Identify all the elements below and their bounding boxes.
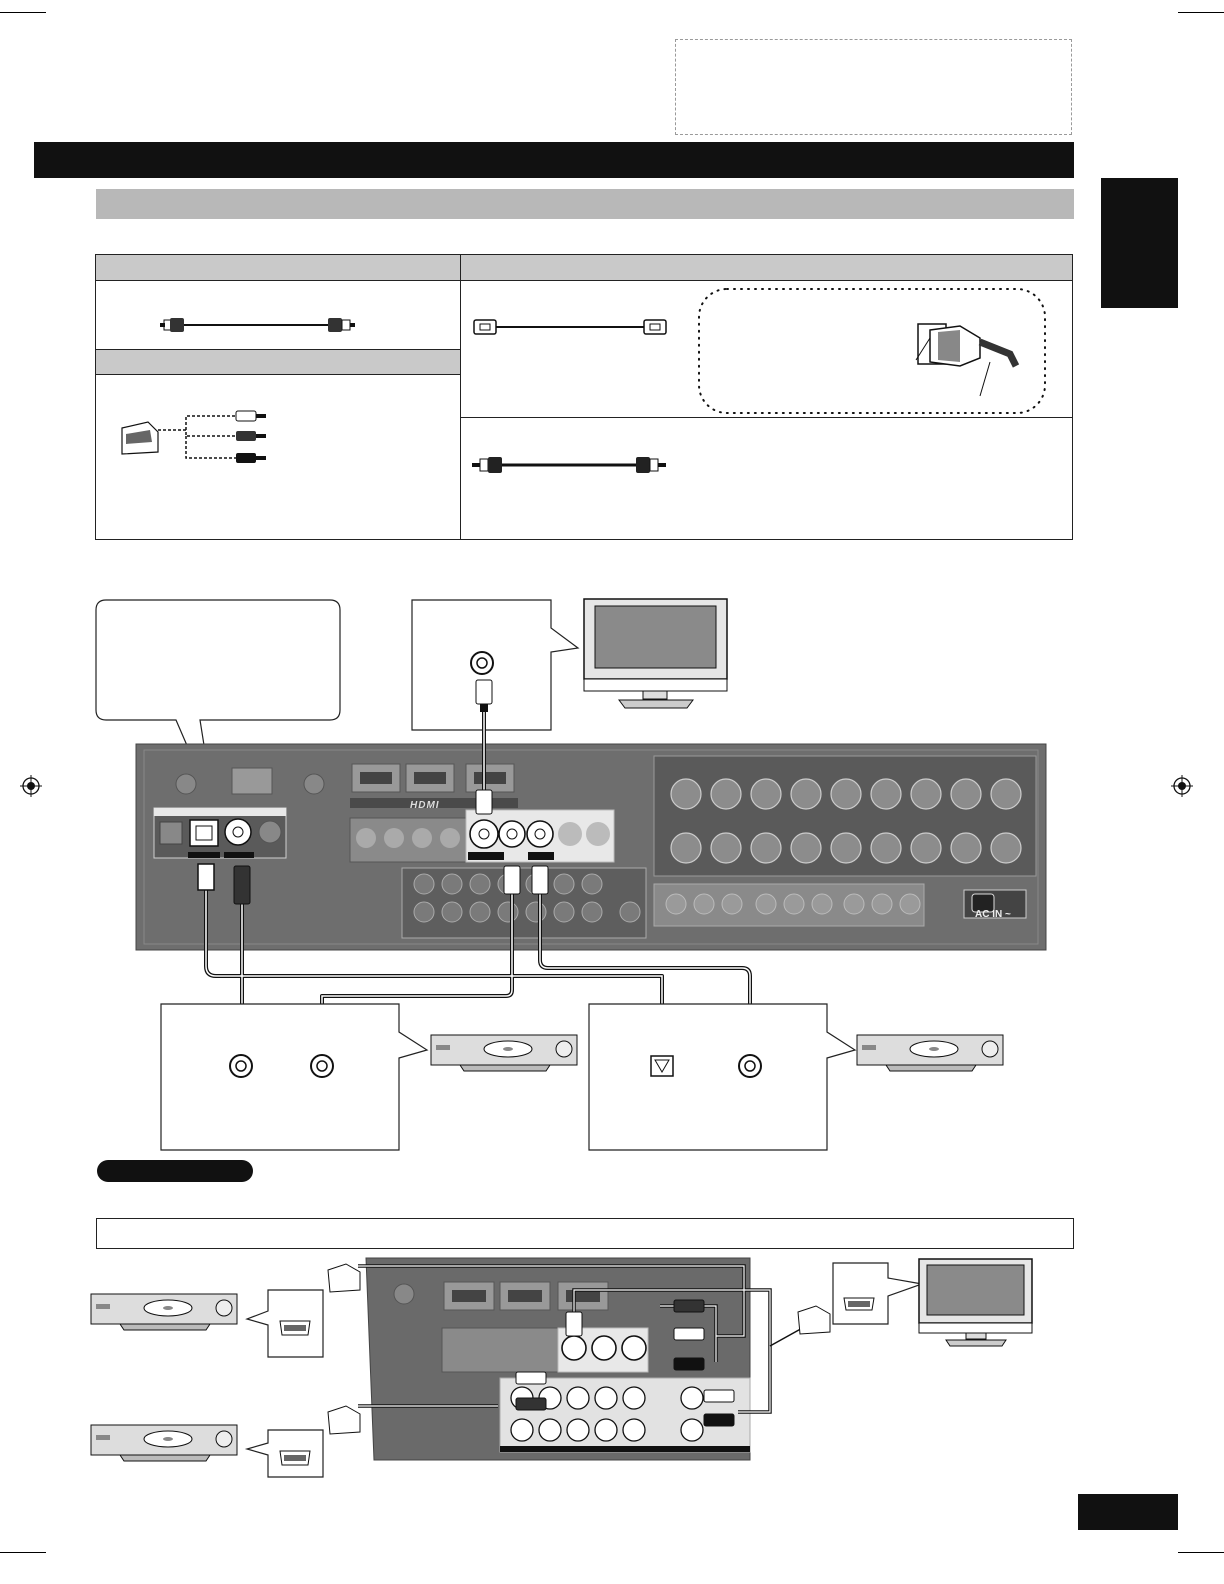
hdmi-logo: HDMI [410, 800, 440, 811]
ac-in-label: AC IN ~ [975, 909, 1011, 920]
disc-player-icon [90, 1292, 240, 1334]
scart-socket-callout [246, 1289, 326, 1359]
disc-player-icon [90, 1423, 240, 1465]
scart-socket-callout [246, 1429, 326, 1479]
tv-icon [918, 1258, 1034, 1348]
tv-scart-callout [832, 1262, 924, 1326]
